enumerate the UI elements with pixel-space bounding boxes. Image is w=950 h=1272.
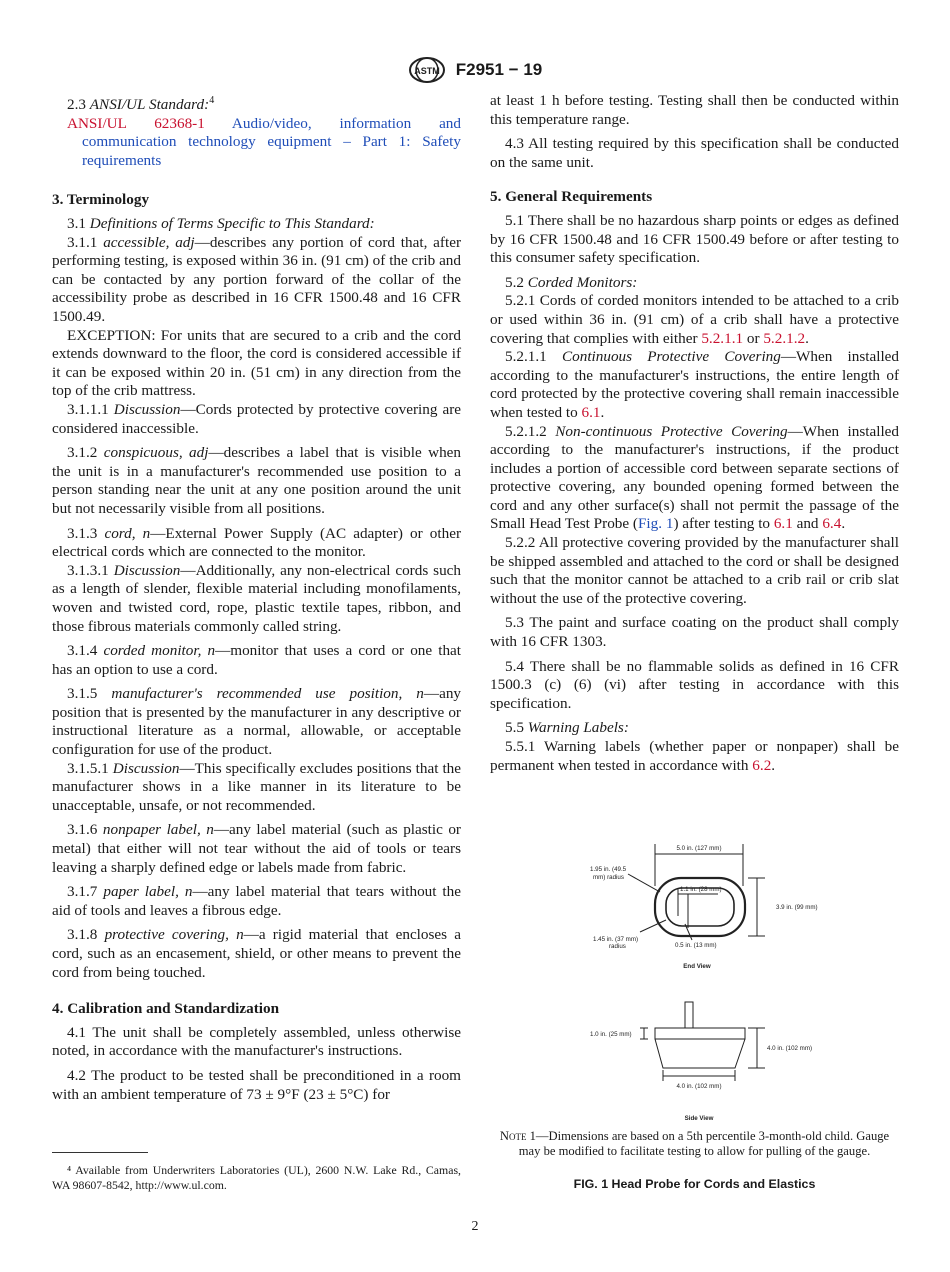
left-column: [52, 92, 461, 1104]
link-5-2-1-2[interactable]: 5.2.1.2: [763, 329, 806, 347]
figure-caption: FIG. 1 Head Probe for Cords and Elastics: [573, 1177, 816, 1191]
para-5-3: 5.3 The paint and surface coating on the product shall comply with 16 CFR 1303.: [490, 614, 899, 651]
section-2-3: 2.3 ANSI/UL Standard:$^4$: [67, 95, 215, 114]
dim-slot-label: 0.5 in. (13 mm): [675, 942, 717, 949]
dim-radius2-label-b: radius: [609, 943, 626, 950]
para-4-2-continued: at least 1 h before testing. Testing shall then be conducted within this temperature range.: [490, 92, 899, 128]
dim-radius1-label-b: mm) radius: [593, 874, 624, 881]
para-3-1: 3.1 Definitions of Terms Specific to This Standard:: [67, 215, 375, 233]
right-column: [490, 92, 899, 775]
para-3-1-5: 3.1.5 manufacturer's recommended use position, n—any position that is presented by the manufacturer in any descriptive or instructional literature as a normal, allowable, or acceptable configuration for use of the product.: [52, 685, 462, 759]
dim-height-label: 3.9 in. (99 mm): [776, 904, 818, 911]
para-5-2-1-2: 5.2.1.2 Non-continuous Protective Covering—When installed according to the manufacturer's instructions, if the product includes a portion of accessible cord between separate sections of protective covering, any bounded opening formed between the cord and any other surface(s) shall not permit the passage of the Small Head Test Probe (Fig. 1) after testing to 6.1 and 6.4.: [490, 422, 899, 533]
para-5-5-1: 5.5.1 Warning labels (whether paper or nonpaper) shall be permanent when tested in accordance with 6.2.: [490, 738, 899, 774]
para-4-1: 4.1 The unit shall be completely assembled, unless otherwise noted, in accordance with the manufacturer's instructions.: [52, 1023, 461, 1060]
link-6-4[interactable]: 6.4: [822, 515, 842, 533]
link-6-1[interactable]: 6.1: [581, 403, 601, 421]
para-5-2: 5.2 Corded Monitors:: [505, 273, 638, 291]
para-3-1-3: 3.1.3 cord, n—External Power Supply (AC adapter) or other electrical cords which are connected to the monitor.: [52, 524, 461, 561]
para-4-2: 4.2 The product to be tested shall be preconditioned in a room with an ambient temperature of 73 ± 9°F (23 ± 5°C) for: [52, 1066, 461, 1103]
page-number: 2: [471, 1219, 479, 1234]
end-view-label: End View: [683, 963, 711, 970]
dim-side-height-label: 4.0 in. (102 mm): [767, 1045, 813, 1052]
para-3-1-1: 3.1.1 accessible, adj—describes any portion of cord that, after performing testing, is exposed within 36 in. (91 cm) of the crib and can be contacted by any portion forward of the collar of the accessibility probe as described in 16 CFR 1500.48 and 16 CFR 1500.49.: [52, 233, 461, 325]
para-5-1: 5.1 There shall be no hazardous sharp points or edges as defined by 16 CFR 1500.48 and 16 CFR 1500.49 before or after testing to this consumer safety specification.: [490, 211, 899, 267]
para-3-1-7: 3.1.7 paper label, n—any label material that tears without the aid of tools and leaves a fibrous edge.: [52, 883, 461, 919]
footnote-rule: [52, 1152, 148, 1153]
link-fig-1[interactable]: Fig. 1: [637, 515, 674, 533]
heading-terminology: 3. Terminology: [52, 191, 150, 209]
dim-side-width-label: 4.0 in. (102 mm): [676, 1083, 722, 1090]
para-5-2-1-1: 5.2.1.1 Continuous Protective Covering—When installed according to the manufacturer's instructions, the entire length of cord protected by the protective covering shall remain inaccessible when tested to 6.1.: [490, 348, 899, 421]
standard-code: F2951 − 19: [455, 60, 543, 79]
dim-inner-label: 1.1 in. (28 mm): [680, 886, 722, 893]
para-5-2-2: 5.2.2 All protective covering provided by the manufacturer shall be shipped assembled and attached to the cord or shall be designed such that the monitor cannot be attached to a crib rail or crib slat without the use of the protective covering.: [490, 534, 899, 607]
page-header: [0, 56, 950, 84]
footnote-4: ⁴ Available from Underwriters Laboratories (UL), 2600 N.W. Lake Rd., Camas, WA 98607-8542, http://www.ul.com.: [52, 1163, 461, 1192]
dim-radius2-label-a: 1.45 in. (37 mm): [593, 936, 639, 943]
para-5-2-1: 5.2.1 Cords of corded monitors intended to be attached to a crib or used within 36 in. (91 cm) of a crib shall have a protective covering that complies with either 5.2.1.1 or 5.2.1.2.: [490, 292, 899, 347]
link-6-1b[interactable]: 6.1: [773, 515, 793, 533]
heading-general-requirements: 5. General Requirements: [490, 188, 653, 206]
para-3-1-8: 3.1.8 protective covering, n—a rigid material that encloses a cord, such as an encasement, shield, or other means to prevent the cord from being touched.: [52, 926, 461, 981]
link-5-2-1-1[interactable]: 5.2.1.1: [701, 329, 744, 347]
para-3-1-2: 3.1.2 conspicuous, adj—describes a label that is visible when the unit is in a manufacturer's recommended use position to a person standing near the unit at any one position around the unit but not necessarily visible from all positions.: [52, 444, 462, 517]
svg-text:ASTM: ASTM: [414, 66, 440, 76]
heading-calibration: 4. Calibration and Standardization: [52, 1000, 280, 1018]
side-view-label: Side View: [684, 1115, 714, 1122]
para-5-4: 5.4 There shall be no flammable solids as defined in 16 CFR 1500.3 (c) (6) (vi) after testing in accordance with this specification.: [490, 657, 899, 712]
para-3-1-5-1: 3.1.5.1 Discussion—This specifically excludes positions that the manufacturer shows in a like manner in its literature to be unacceptable, unsafe, or not recommended.: [52, 759, 461, 814]
ansi-reference[interactable]: ANSI/UL 62368-1 Audio/video, information and communication technology equipment – Part 1: Safety requirements: [67, 114, 461, 169]
para-3-1-1-1: 3.1.1.1 Discussion—Cords protected by protective covering are considered inaccessible.: [52, 400, 461, 437]
dim-radius1-label-a: 1.95 in. (49.5: [590, 866, 627, 873]
link-6-2[interactable]: 6.2: [752, 756, 772, 774]
para-3-1-3-1: 3.1.3.1 Discussion—Additionally, any non-electrical cords such as a length of slender, flexible material including monofilaments, woven and twisted cord, rope, plastic textile tapes, ribbon, and those fibrous materials commonly called string.: [52, 561, 462, 635]
para-3-1-4: 3.1.4 corded monitor, n—monitor that uses a cord or one that has an option to use a cord.: [52, 642, 462, 678]
para-5-5: 5.5 Warning Labels:: [505, 719, 629, 737]
head-probe-figure: [560, 836, 820, 1126]
astm-logo-icon: [408, 56, 446, 84]
para-3-1-6: 3.1.6 nonpaper label, n—any label material (such as plastic or metal) that either will not tear without the aid of tools or tears leaving a sharply defined edge or labels made from fabric.: [52, 821, 461, 876]
para-4-3: 4.3 All testing required by this specification shall be conducted on the same unit.: [490, 135, 899, 171]
dim-top-label: 5.0 in. (127 mm): [676, 845, 722, 852]
dim-stem-label: 1.0 in. (25 mm): [590, 1031, 632, 1038]
para-exception: EXCEPTION: For units that are secured to a crib and the cord extends downward to the floor, the cord is considered accessible if it can be exposed within 20 in. (51 cm) in any direction from the top of the crib mattress.: [52, 326, 461, 400]
figure-note: Note 1—Dimensions are based on a 5th percentile 3-month-old child. Gauge may be modified to facilitate testing to allow for pulling of the gauge.: [499, 1129, 890, 1159]
